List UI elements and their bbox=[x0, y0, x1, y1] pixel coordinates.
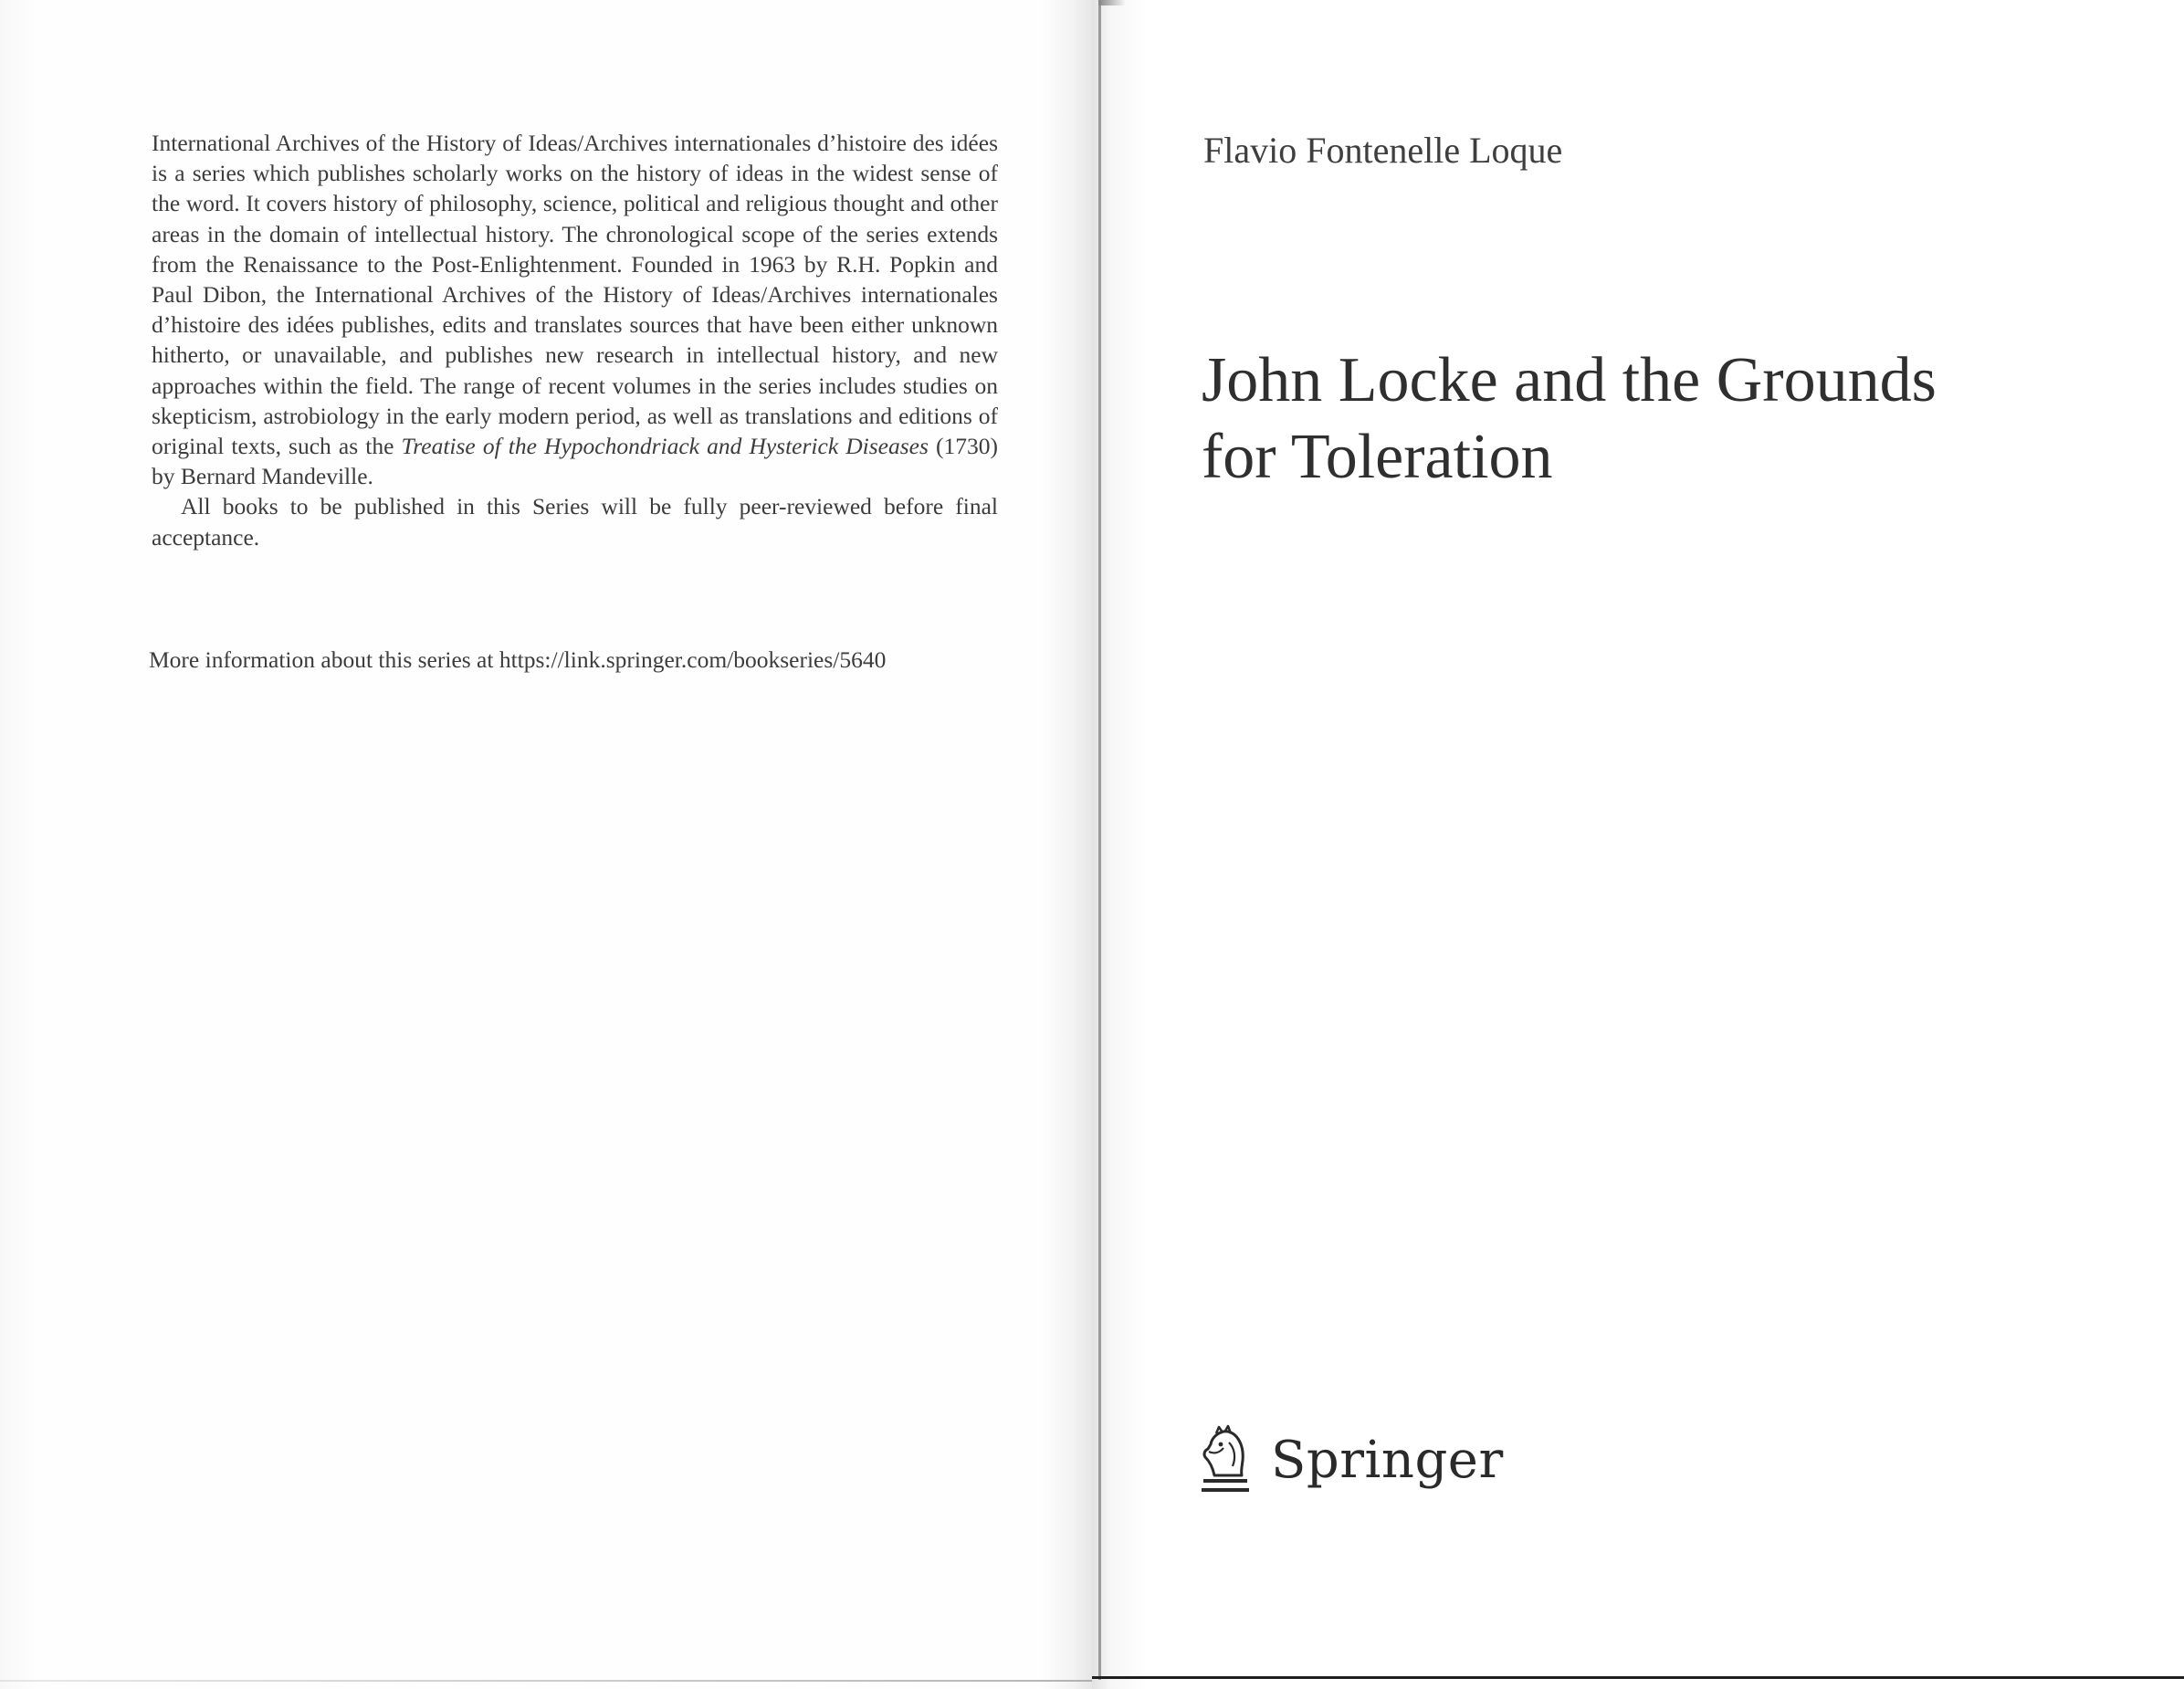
publisher-name: Springer bbox=[1271, 1431, 1504, 1490]
author-name: Flavio Fontenelle Loque bbox=[1203, 130, 1563, 171]
book-title-line-1: John Locke and the Grounds bbox=[1202, 345, 1937, 415]
series-paragraph-2: All books to be published in this Series will be fully peer-reviewed before final acceptance. bbox=[152, 493, 998, 551]
series-paragraph-1 bbox=[152, 128, 998, 491]
series-more-info: More information about this series at https://link.springer.com/bookseries/5640 bbox=[149, 646, 887, 673]
publisher-imprint bbox=[1196, 1420, 1504, 1502]
series-paragraph-1-end: (1730) by Bernard Mandeville. bbox=[152, 433, 999, 490]
right-page-bottom-edge bbox=[1092, 1676, 2184, 1679]
series-paragraph-1-italic-title: Treatise of the Hypochondriack and Hysterick Diseases bbox=[401, 433, 929, 460]
page-gutter bbox=[1098, 0, 1101, 1680]
left-page-bottom-edge bbox=[0, 1680, 1092, 1682]
page-gutter-top bbox=[1098, 0, 1126, 5]
series-paragraph-1-text: International Archives of the History of Ideas/Archives internationales d’histoire des idées is a series which publishes scholarly works on the history of ideas in the widest sense of the word. It covers history of philosophy, science, political and religious thought and other areas in the domain of intellectual history. The chronological scope of the series extends from the Renaissance to the Post-Enlightenment. Founded in 1963 by R.H. Popkin and Paul Dibon, the International Archives of the History of Ideas/Archives internationales d’histoire des idées publishes, edits and translates sources that have been either unknown hitherto, or unavailable, and publishes new research in intellectual history, and new approaches within the field. The range of recent volumes in the series includes studies on skepticism, astrobiology in the early modern period, as well as translations and editions of original texts, such as the bbox=[152, 130, 998, 460]
book-title-line-2: for Toleration bbox=[1202, 422, 1553, 492]
series-description bbox=[152, 128, 998, 552]
book-title bbox=[1202, 342, 2078, 496]
springer-horse-head-icon bbox=[1196, 1424, 1255, 1497]
